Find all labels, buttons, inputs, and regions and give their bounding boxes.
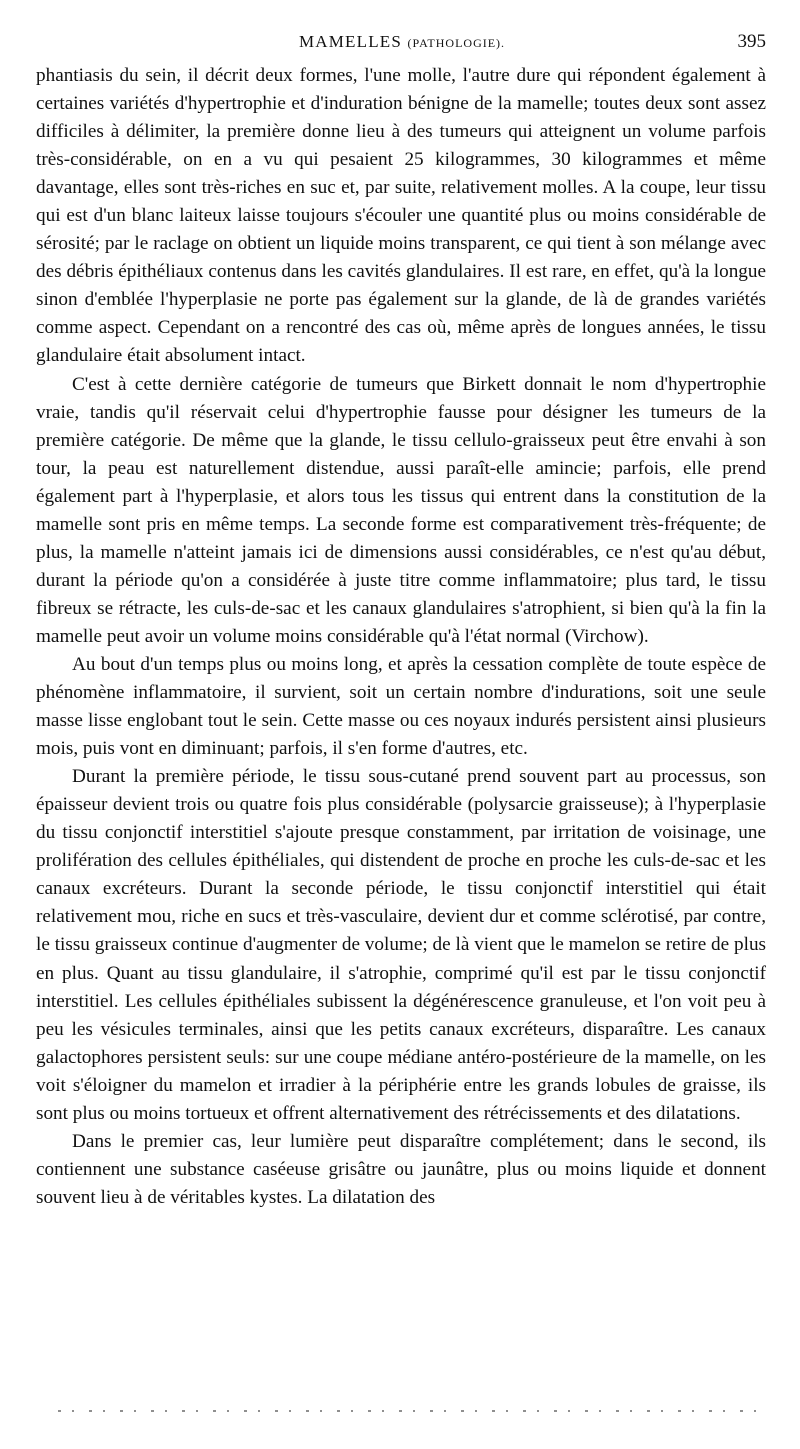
paragraph-1: phantiasis du sein, il décrit deux formes, l'une molle, l'autre dure qui répondent également à certaines variétés d'hypertrophie et d'induration bénigne de la mamelle; toutes deux sont assez difficiles à délimiter, la première donne lieu à des tumeurs qui atteignent un volume parfois très-considérable, on en a vu qui pesaient 25 kilogrammes, 30 kilogrammes et même davantage, elles sont très-riches en suc et, par suite, relativement molles. A la coupe, leur tissu qui est d'un blanc laiteux laisse toujours s'écouler une quantité plus ou moins considérable de sérosité; par le raclage on obtient un liquide moins transparent, ce qui tient à son mélange avec des débris épithéliaux contenus dans les cavités glandulaires. Il est rare, en effet, qu'à la longue sinon d'emblée l'hyperplasie ne porte pas également sur la glande, de là de grandes variétés comme aspect. Cependant on a rencontré des cas où, même après de longues années, le tissu glandulaire était absolument intact.	[36, 65, 766, 367]
paragraph-5: Dans le premier cas, leur lumière peut disparaître complétement; dans le second, ils contiennent une substance caséeuse grisâtre ou jaunâtre, plus ou moins liquide et donnent souvent lieu à de véritables kystes. La dilatation des	[36, 1130, 766, 1208]
page-header	[36, 32, 768, 58]
paragraph-3: Au bout d'un temps plus ou moins long, et après la cessation complète de toute espèce de phénomène inflammatoire, il survient, soit un certain nombre d'indurations, soit une seule masse lisse englobant tout le sein. Cette masse ou ces noyaux indurés persistent ainsi plusieurs mois, puis vont en diminuant; parfois, il s'en forme d'autres, etc.	[36, 653, 766, 760]
running-title-main: MAMELLES	[298, 32, 403, 51]
paragraph-4: Durant la première période, le tissu sous-cutané prend souvent part au processus, son épaisseur devient trois ou quatre fois plus considérable (polysarcie graisseuse); à l'hyperplasie du tissu conjonctif interstitiel s'ajoute presque constamment, par irritation de voisinage, une prolifération des cellules épithéliales, qui distendent de proche en proche les culs-de-sac et les canaux excréteurs. Durant la seconde période, le tissu conjonctif interstitiel qui était relativement mou, riche en sucs et très-vasculaire, devient dur et comme sclérotisé, par contre, le tissu graisseux continue d'augmenter de volume; de là vient que le mamelon se retire de plus en plus. Quant au tissu glandulaire, il s'atrophie, comprimé qu'il est par le tissu conjonctif interstitiel. Les cellules épithéliales subissent la dégénérescence granuleuse, et l'on voit peu à peu les vésicules terminales, ainsi que les petits canaux excréteurs, disparaître. Les canaux galactophores persistent seuls: sur une coupe médiane antéro-postérieure de la mamelle, on les voit s'éloigner du mamelon et irradier à la périphérie entre les grands lobules de graisse, ils sont plus ou moins tortueux et offrent alternativement des rétrécissements et des dilatations.	[36, 766, 766, 1124]
body-text	[36, 62, 766, 1212]
running-title	[36, 32, 768, 52]
paragraph-2: C'est à cette dernière catégorie de tumeurs que Birkett donnait le nom d'hypertrophie vraie, tandis qu'il réservait celui d'hypertrophie fausse pour désigner les tumeurs de la première catégorie. De même que la glande, le tissu cellulo-graisseux peut être envahi à son tour, la peau est naturellement distendue, aussi paraît-elle amincie; parfois, elle prend également part à l'hyperplasie, et alors tous les tissus qui entrent dans la constitution de la mamelle sont pris en même temps. La seconde forme est comparativement très-fréquente; de plus, la mamelle n'atteint jamais ici de dimensions aussi considérables, ce n'est qu'au début, durant la période qu'on a considérée à juste titre comme inflammatoire; plus tard, le tissu fibreux se rétracte, les culs-de-sac et les canaux glandulaires s'atrophient, si bien qu'à la fin la mamelle peut avoir un volume moins considérable qu'à l'état normal (Virchow).	[36, 373, 766, 647]
page-number: 395	[737, 31, 766, 52]
running-title-subject: (PATHOLOGIE).	[407, 36, 506, 50]
cut-off-bottom-line	[58, 1410, 758, 1412]
